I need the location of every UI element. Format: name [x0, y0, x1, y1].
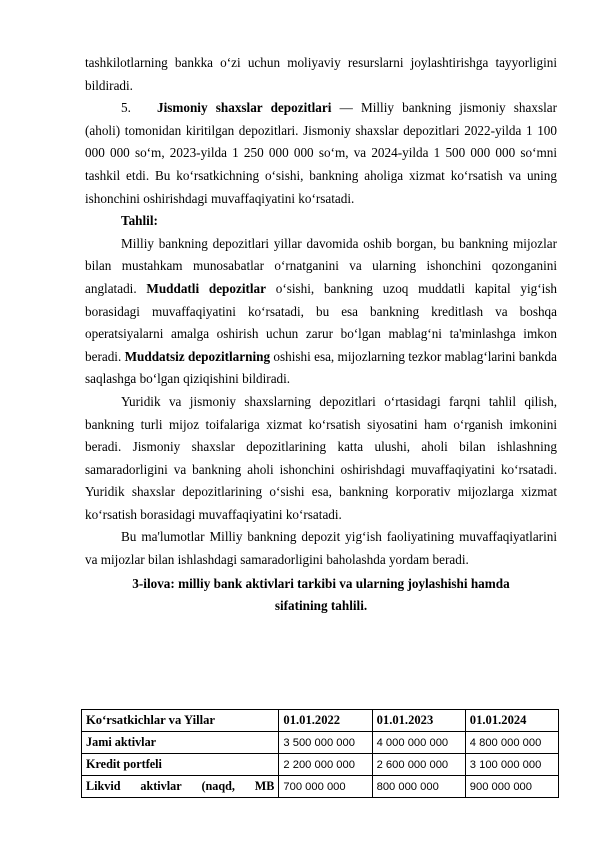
table-title-line-1: 3-ilova: milliy bank aktivlari tarkibi va ularning joylashishi hamda: [132, 575, 510, 591]
table-row-label-word: aktivlar: [140, 779, 182, 793]
paragraph-text: oshishi esa, mijozlarning tezkor mablag‘larini bankda saqlashga bo‘lgan qiziqishini bildiradi.: [85, 348, 557, 387]
table-cell: 4 800 000 000: [465, 732, 558, 754]
table-row-label: Kredit portfeli: [82, 754, 279, 776]
table-row-label-word: MB: [254, 779, 275, 793]
paragraph-analysis-1: [85, 233, 557, 391]
paragraph-text: Milliy bankning depozitlari yillar davomida oshib borgan, bu bankning mijozlar bilan mustahkam munosabatlar o‘rnatganini va ularning ishonchini qozonganini anglatadi.: [85, 235, 557, 296]
table-cell: 3 100 000 000: [465, 754, 558, 776]
table-row-label: [82, 776, 279, 798]
paragraph-intro: tashkilotlarning bankka o‘zi uchun moliyaviy resurslarni joylashtirishga tayyorligini bildiradi.: [85, 55, 557, 93]
table-cell: 2 200 000 000: [279, 754, 372, 776]
table-cell: 900 000 000: [465, 776, 558, 798]
table-header-cell: 01.01.2022: [279, 710, 372, 732]
table-header-cell: 01.01.2024: [465, 710, 558, 732]
paragraph-text: o‘sishi, bankning uzoq muddatli kapital yig‘ish borasidagi muvaffaqiyatini ko‘rsatadi, bu esa bankning kreditlash va boshqa operatsiyalarni amalga oshirish uchun zarur bo‘lgan mablag‘ni ta'minlashga imkon beradi.: [85, 280, 557, 364]
table-title: [85, 573, 557, 618]
table-title-line-2: sifatining tahlili.: [274, 598, 368, 614]
table-row: [82, 732, 559, 754]
list-item-text: — Milliy bankning jismoniy shaxslar (aholi) tomonidan kiritilgan depozitlari. Jismoniy shaxslar depozitlari 2022-yilda 1 100 000 000 so‘m, 2023-yilda 1 250 000 000 so‘m, va 2024-yilda 1 500 000 000 so‘mni tashkil etdi. Bu ko‘rsatkichning o‘sishi, bankning aholiga xizmat ko‘rsatish va uning ishonchini oshirishdagi muvaffaqiyatini ko‘rsatadi.: [85, 100, 557, 206]
list-number: 5.: [121, 100, 131, 116]
term-term-deposits: Muddatli depozitlar: [146, 280, 267, 296]
table-row: [82, 754, 559, 776]
table-cell: 3 500 000 000: [279, 732, 372, 754]
table-row: [82, 776, 559, 798]
table-row-label: Jami aktivlar: [82, 732, 279, 754]
assets-table: [81, 709, 559, 798]
table-cell: 800 000 000: [372, 776, 465, 798]
table-row-label-word: Likvid: [86, 779, 121, 793]
table-cell: 700 000 000: [279, 776, 372, 798]
table-header-row: [82, 710, 559, 732]
table-cell: 2 600 000 000: [372, 754, 465, 776]
term-demand-deposits: Muddatsiz depozitlarning: [124, 348, 271, 364]
table-header-cell: Ko‘rsatkichlar va Yillar: [82, 710, 279, 732]
table-cell: 4 000 000 000: [372, 732, 465, 754]
paragraph-analysis-2: Yuridik va jismoniy shaxslarning depozitlari o‘rtasidagi farqni tahlil qilish, bankning turli mijoz toifalariga xizmat ko‘rsatish siyosatini ham o‘rganish imkonini beradi. Jismoniy shaxslar depozitlarining katta ulushi, aholi bilan ishlashning samaradorligini va bankning aholi ishonchini oshirishdagi muvaffaqiyatini ko‘rsatadi. Yuridik shaxslar depozitlarining o‘sishi esa, bankning korporativ mijozlarga xizmat ko‘rsatish borasidagi muvaffaqiyatini ko‘rsatadi.: [85, 393, 557, 522]
list-item-title: Jismoniy shaxslar depozitlari: [157, 100, 332, 116]
table-header-cell: 01.01.2023: [372, 710, 465, 732]
analysis-heading: Tahlil:: [121, 213, 158, 229]
list-item-5: [85, 97, 557, 210]
paragraph-analysis-3: Bu ma'lumotlar Milliy bankning depozit yig‘ish faoliyatining muvaffaqiyatlarini va mijozlar bilan ishlashdagi samaradorligini baholashda yordam beradi.: [85, 529, 557, 568]
document-body: [85, 52, 557, 618]
table-row-label-word: (naqd,: [201, 779, 235, 793]
